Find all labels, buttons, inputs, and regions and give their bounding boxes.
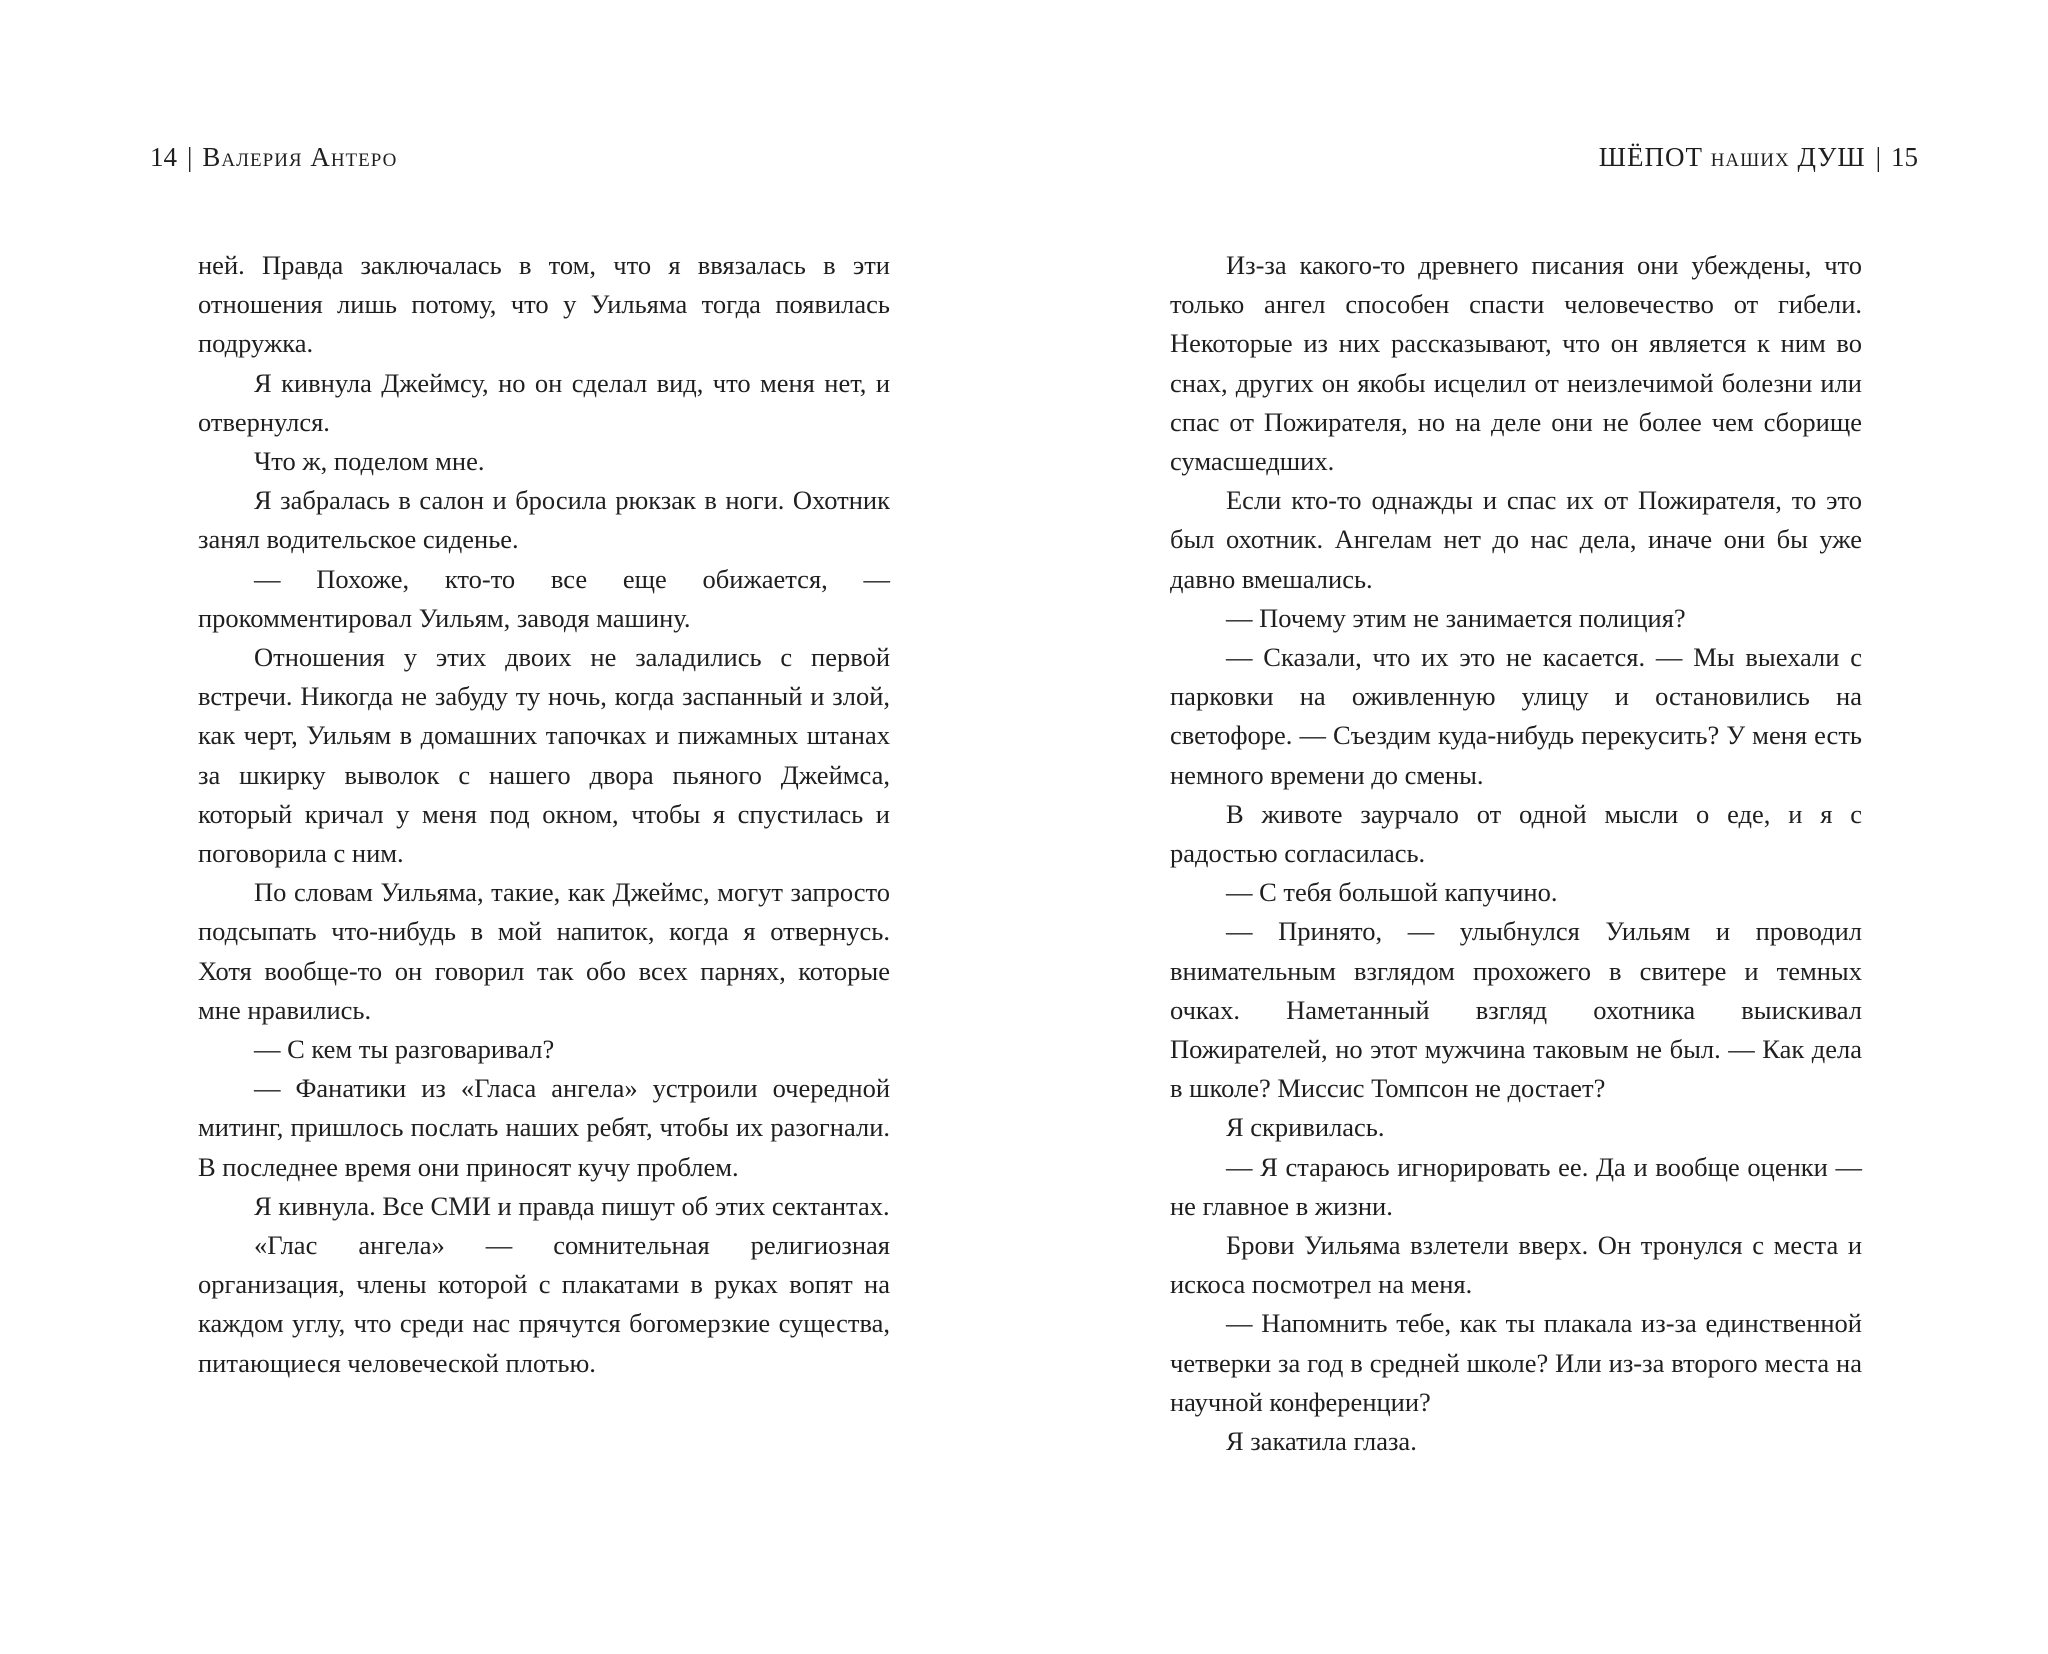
- left-page-body: [198, 246, 890, 1383]
- paragraph: В животе заурчало от одной мысли о еде, и я с радостью согласилась.: [1170, 798, 1862, 869]
- left-running-head: [150, 140, 397, 174]
- right-page-number: 15: [1891, 142, 1918, 172]
- paragraph: Брови Уильяма взлетели вверх. Он тронулся с места и искоса посмотрел на меня.: [1170, 1230, 1862, 1300]
- paragraph: — Почему этим не занимается полиция?: [1226, 602, 1686, 633]
- left-page-number: 14: [150, 142, 177, 172]
- paragraph: Я закатила глаза.: [1226, 1426, 1417, 1457]
- left-running-head-author: Валерия Антеро: [202, 142, 398, 172]
- header-separator: |: [1875, 142, 1881, 172]
- right-page-body: [1170, 246, 1862, 1461]
- paragraph: ней. Правда заключалась в том, что я ввязалась в эти отношения лишь потому, что у Уильяма тогда появилась подружка.: [198, 250, 890, 359]
- paragraph: Я забралась в салон и бросила рюкзак в ноги. Охотник занял водительское сиденье.: [198, 485, 890, 555]
- paragraph: — Принято, — улыбнулся Уильям и проводил внимательным взглядом прохожего в свитере и темных очках. Наметанный взгляд охотника выискивал Пожирателей, но этот мужчина таковым не был. — Как дела в школе? Миссис Томпсон не достает?: [1170, 916, 1862, 1104]
- paragraph: — Я стараюсь игнорировать ее. Да и вообще оценки — не главное в жизни.: [1170, 1151, 1862, 1221]
- paragraph: Я скривилась.: [1226, 1112, 1385, 1143]
- paragraph: — Фанатики из «Гласа ангела» устроили очередной митинг, пришлось послать наших ребят, чтобы их разогнали. В последнее время они приносят кучу проблем.: [198, 1073, 890, 1182]
- paragraph: — С тебя большой капучино.: [1226, 877, 1558, 908]
- paragraph: По словам Уильяма, такие, как Джеймс, могут запросто подсыпать что-нибудь в мой напиток, когда я отвернусь. Хотя вообще-то он говорил так обо всех парнях, которые мне нравились.: [198, 877, 890, 1025]
- paragraph: Что ж, поделом мне.: [254, 446, 485, 477]
- paragraph: — Похоже, кто-то все еще обижается, — прокомментировал Уильям, заводя машину.: [198, 563, 890, 633]
- paragraph: — Сказали, что их это не касается. — Мы выехали с парковки на оживленную улицу и остановились на светофоре. — Съездим куда-нибудь перекусить? У меня есть немного времени до смены.: [1170, 642, 1862, 790]
- paragraph: «Глас ангела» — сомнительная религиозная организация, члены которой с плакатами в руках вопят на каждом углу, что среди нас прячутся богомерзкие существа, питающиеся человеческой плотью.: [198, 1230, 890, 1378]
- paragraph: Я кивнула. Все СМИ и правда пишут об этих сектантах.: [254, 1190, 890, 1221]
- right-running-head: [1599, 140, 1918, 174]
- paragraph: Из-за какого-то древнего писания они убеждены, что только ангел способен спасти человечество от гибели. Некоторые из них рассказывают, что он является к ним во снах, других он якобы исцелил от неизлечимой болезни или спас от Пожирателя, но на деле они не более чем сборище сумасшедших.: [1170, 250, 1862, 477]
- paragraph: — Напомнить тебе, как ты плакала из-за единственной четверки за год в средней школе? Или из-за второго места на научной конференции?: [1170, 1308, 1862, 1417]
- header-separator: |: [187, 142, 193, 172]
- paragraph: Если кто-то однажды и спас их от Пожирателя, то это был охотник. Ангелам нет до нас дела, иначе они бы уже давно вмешались.: [1170, 485, 1862, 594]
- paragraph: Я кивнула Джеймсу, но он сделал вид, что меня нет, и отвернулся.: [198, 367, 890, 437]
- paragraph: Отношения у этих двоих не заладились с первой встречи. Никогда не забуду ту ночь, когда заспанный и злой, как черт, Уильям в домашних тапочках и пижамных штанах за шкирку выволок с нашего двора пьяного Джеймса, который кричал у меня под окном, чтобы я спустилась и поговорила с ним.: [198, 642, 890, 869]
- right-running-head-title: ШЁПОТ наших ДУШ: [1598, 142, 1866, 172]
- paragraph: — С кем ты разговаривал?: [254, 1034, 555, 1065]
